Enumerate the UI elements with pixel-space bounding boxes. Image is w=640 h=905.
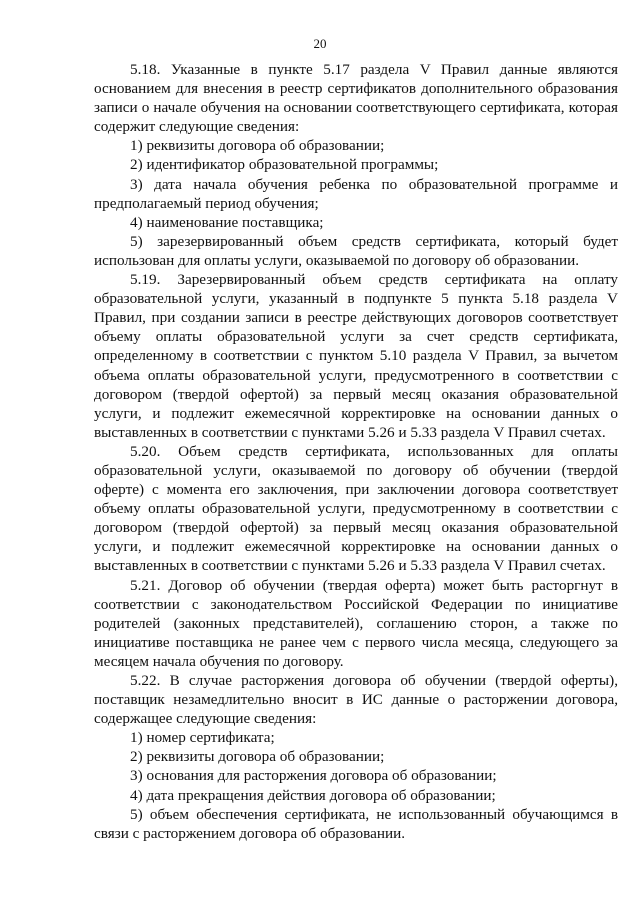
paragraph-5-20: 5.20. Объем средств сертификата, использованных для оплаты образовательной услуги, оказываемой по договору об обучении (твердой оферте) с момента его заключения, при заключении договора соответствует объему оплаты образовательной услуги, предусмотренному в соответствии с договором (твердой офертой) за первый месяц оказания образовательной услуги, и подлежит ежемесячной корректировке на основании данных о выставленных в соответствии с пунктами 5.26 и 5.33 раздела V Правил счетах. — [94, 442, 618, 575]
list-item: 3) дата начала обучения ребенка по образовательной программе и предполагаемый период обучения; — [94, 175, 618, 212]
page-number: 20 — [313, 36, 327, 51]
list-item: 3) основания для расторжения договора об образовании; — [130, 767, 497, 785]
list-item: 2) идентификатор образовательной программы; — [130, 156, 439, 174]
paragraph-5-22: 5.22. В случае расторжения договора об обучении (твердой оферты), поставщик незамедлительно вносит в ИС данные о расторжении договора, содержащее следующие сведения: — [94, 672, 618, 728]
list-item: 5) зарезервированный объем средств сертификата, который будет использован для оплаты услуги, оказываемой по договору об образовании. — [94, 232, 618, 269]
list-item: 4) дата прекращения действия договора об образовании; — [130, 786, 496, 804]
paragraph-5-21: 5.21. Договор об обучении (твердая оферта) может быть расторгнут в соответствии с законодательством Российской Федерации по инициативе родителей (законных представителей), соглашению сторон, а также по инициативе поставщика не ранее чем с первого числа месяца, следующего за месяцем начала обучения по договору. — [94, 576, 618, 670]
paragraph-5-19: 5.19. Зарезервированный объем средств сертификата на оплату образовательной услуги, указанный в подпункте 5 пункта 5.18 раздела V Правил, при создании записи в реестре действующих договоров соответствует объему оплаты образовательной услуги за счет средств сертификата, определенному в соответствии с пунктом 5.10 раздела V Правил, за вычетом объема оплаты образовательной услуги, предусмотренного в соответствии с договором (твердой офертой) за первый месяц оказания образовательной услуги, и подлежит ежемесячной корректировке на основании данных о выставленных в соответствии с пунктами 5.26 и 5.33 раздела V Правил счетах. — [94, 271, 618, 441]
list-item: 5) объем обеспечения сертификата, не использованный обучающимся в связи с расторжением договора об образовании. — [94, 805, 618, 842]
list-item: 1) номер сертификата; — [130, 729, 275, 747]
list-item: 1) реквизиты договора об образовании; — [130, 137, 385, 155]
list-item: 2) реквизиты договора об образовании; — [130, 748, 385, 766]
paragraph-5-18: 5.18. Указанные в пункте 5.17 раздела V Правил данные являются основанием для внесения в реестр сертификатов дополнительного образования записи о начале обучения на основании соответствующего сертификата, которая содержит следующие сведения: — [94, 61, 618, 136]
document-body — [94, 60, 618, 843]
list-item: 4) наименование поставщика; — [130, 213, 324, 231]
